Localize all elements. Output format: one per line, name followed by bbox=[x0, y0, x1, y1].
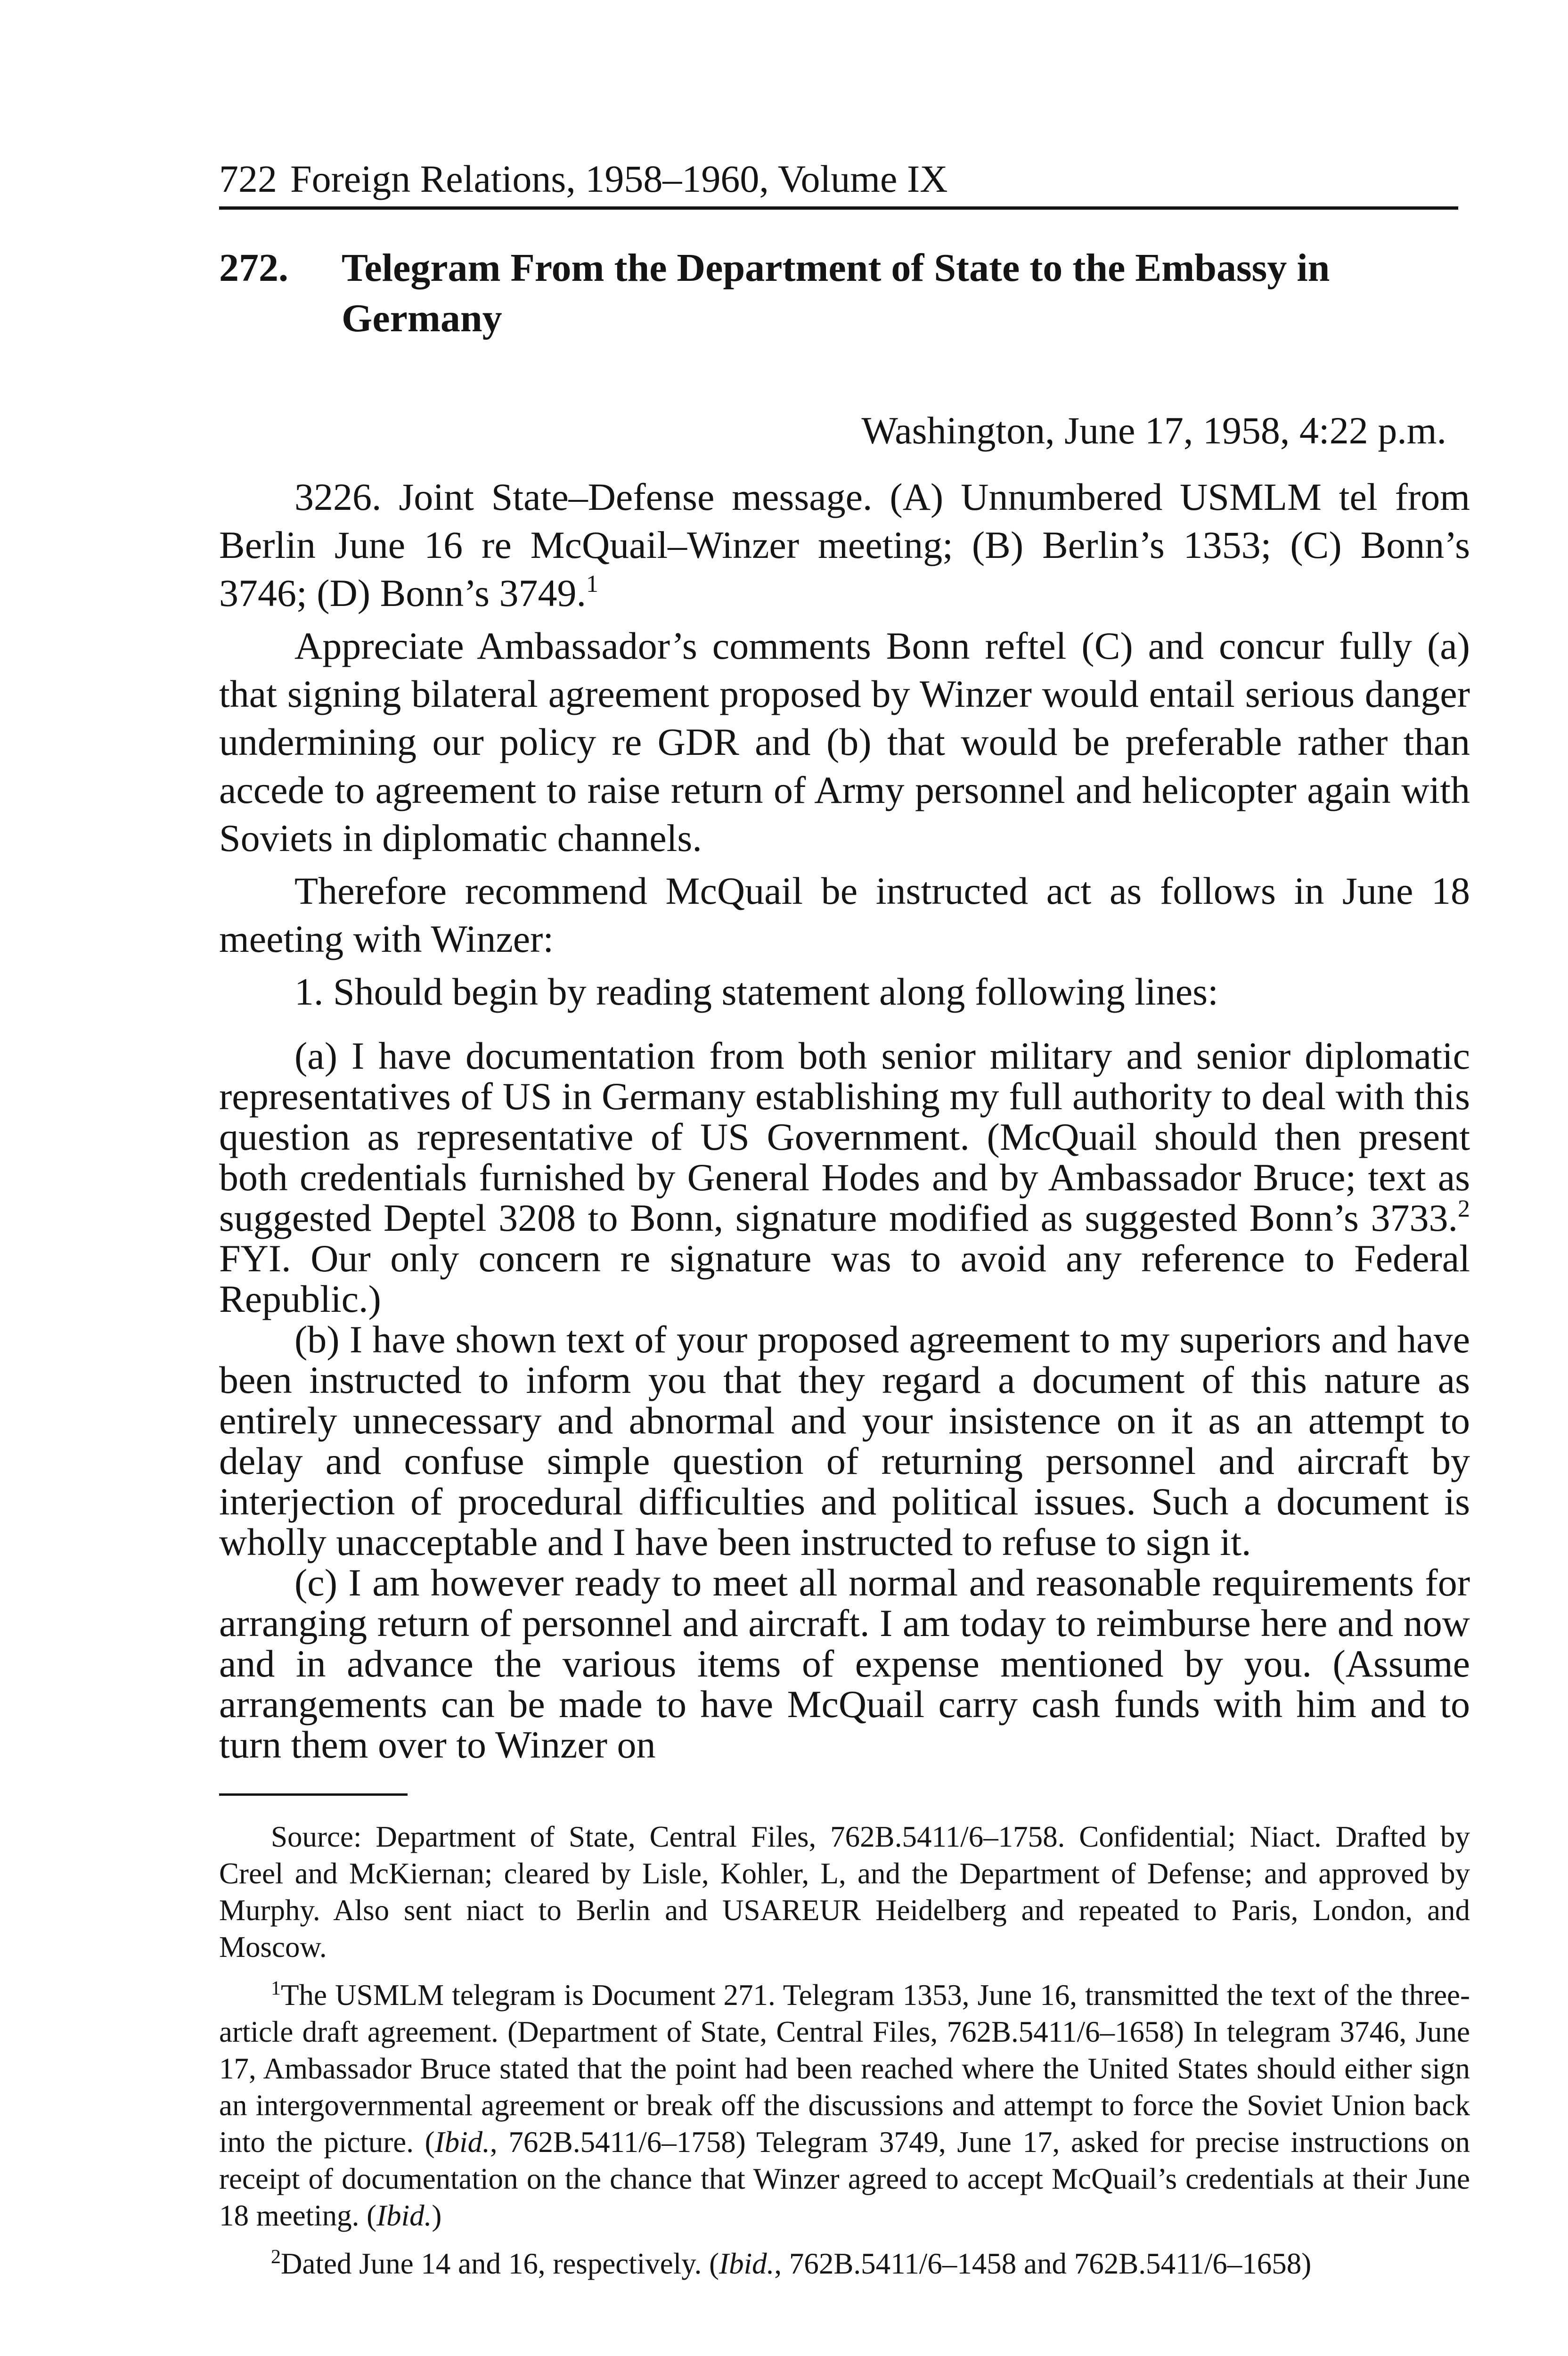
footnote-1: $^1$The USMLM telegram is Document 271. Telegram 1353, June 16, transmitted the text of the three-article draft agreement. (Department of State, Central Files, 762B.5411/6–1658) In telegram 3746, June 17, Ambassador Bruce stated that the point had been reached where the United States should either sign an intergovernmental agreement or break off the discussions and attempt to force the Soviet Union back into the picture. (Ibid., 762B.5411/6–1758) Telegram 3749, June 17, asked for precise instructions on receipt of documentation on the chance that Winzer agreed to accept McQuail’s credentials at their June 18 meeting. (Ibid.) bbox=[219, 1978, 1470, 2232]
footnote-ref-1: 1 bbox=[586, 571, 598, 597]
statement-b: (b) I have shown text of your proposed agreement to my superiors and have been instructed to inform you that they regard a document of this nature as entirely unnecessary and abnormal and your insistence on it as an attempt to delay and confuse simple question of returning personnel and aircraft by interjection of procedural difficulties and political issues. Such a document is wholly unacceptable and I have been instructed to refuse to sign it. bbox=[219, 1318, 1470, 1563]
header-rule bbox=[219, 206, 1458, 210]
document-number: 272. bbox=[219, 246, 288, 290]
footnote-2: $^2$Dated June 14 and 16, respectively. (Ibid., 762B.5411/6–1458 and 762B.5411/6–1658) bbox=[271, 2246, 1312, 2280]
series-title: Foreign Relations, 1958–1960, Volume IX bbox=[290, 157, 948, 200]
paragraph-item-1: 1. Should begin by reading statement along following lines: bbox=[294, 970, 1218, 1013]
book-page bbox=[219, 155, 1470, 2282]
footnote-1-mark: 1 bbox=[271, 1978, 281, 1999]
footnote-2-mark: 2 bbox=[271, 2246, 281, 2268]
source-note: Source: Department of State, Central Files, 762B.5411/6–1758. Confidential; Niact. Drafted by Creel and McKiernan; cleared by Lisle, Kohler, L, and the Department of Defense; and approved by Murphy. Also sent niact to Berlin and USAREUR Heidelberg and repeated to Paris, London, and Moscow. bbox=[219, 1820, 1470, 1963]
page-number: 722 bbox=[219, 157, 277, 200]
statement-a: (a) I have documentation from both senior military and senior diplomatic representatives of US in Germany establishing my full authority to deal with this question as representative of US Government. (McQuail should then present both credentials furnished by General Hodes and by Ambassador Bruce; text as suggested Deptel 3208 to Bonn, signature modified as suggested Bonn’s 3733.$^2$ FYI. Our only concern re signature was to avoid any reference to Federal Republic.) bbox=[219, 1034, 1470, 1320]
telegram-body bbox=[219, 473, 1470, 1765]
paragraph-appreciate: Appreciate Ambassador’s comments Bonn reftel (C) and concur fully (a) that signing bilateral agreement proposed by Winzer would entail serious danger undermining our policy re GDR and (b) that would be preferable rather than accede to agreement to raise return of Army personnel and helicopter again with Soviets in diplomatic channels. bbox=[219, 624, 1470, 859]
paragraph-references: 3226. Joint State–Defense message. (A) Unnumbered USMLM tel from Berlin June 16 re McQuail–Winzer meeting; (B) Berlin’s 1353; (C) Bonn’s 3746; (D) Bonn’s 3749.$^1$ bbox=[219, 475, 1470, 614]
footnote-ref-2: 2 bbox=[1458, 1195, 1470, 1222]
dateline: Washington, June 17, 1958, 4:22 p.m. bbox=[861, 409, 1446, 452]
footnote-rule bbox=[219, 1793, 408, 1796]
document-heading bbox=[219, 243, 1470, 344]
footnotes bbox=[219, 1818, 1470, 2282]
paragraph-therefore: Therefore recommend McQuail be instructed act as follows in June 18 meeting with Winzer: bbox=[219, 869, 1470, 960]
running-head bbox=[219, 155, 1470, 203]
document-title: Telegram From the Department of State to the Embassy in Germany bbox=[342, 246, 1330, 340]
statement-c: (c) I am however ready to meet all normal and reasonable requirements for arranging return of personnel and aircraft. I am today to reimburse here and now and in advance the various items of expense mentioned by you. (Assume arrangements can be made to have McQuail carry cash funds with him and to turn them over to Winzer on bbox=[219, 1561, 1470, 1766]
